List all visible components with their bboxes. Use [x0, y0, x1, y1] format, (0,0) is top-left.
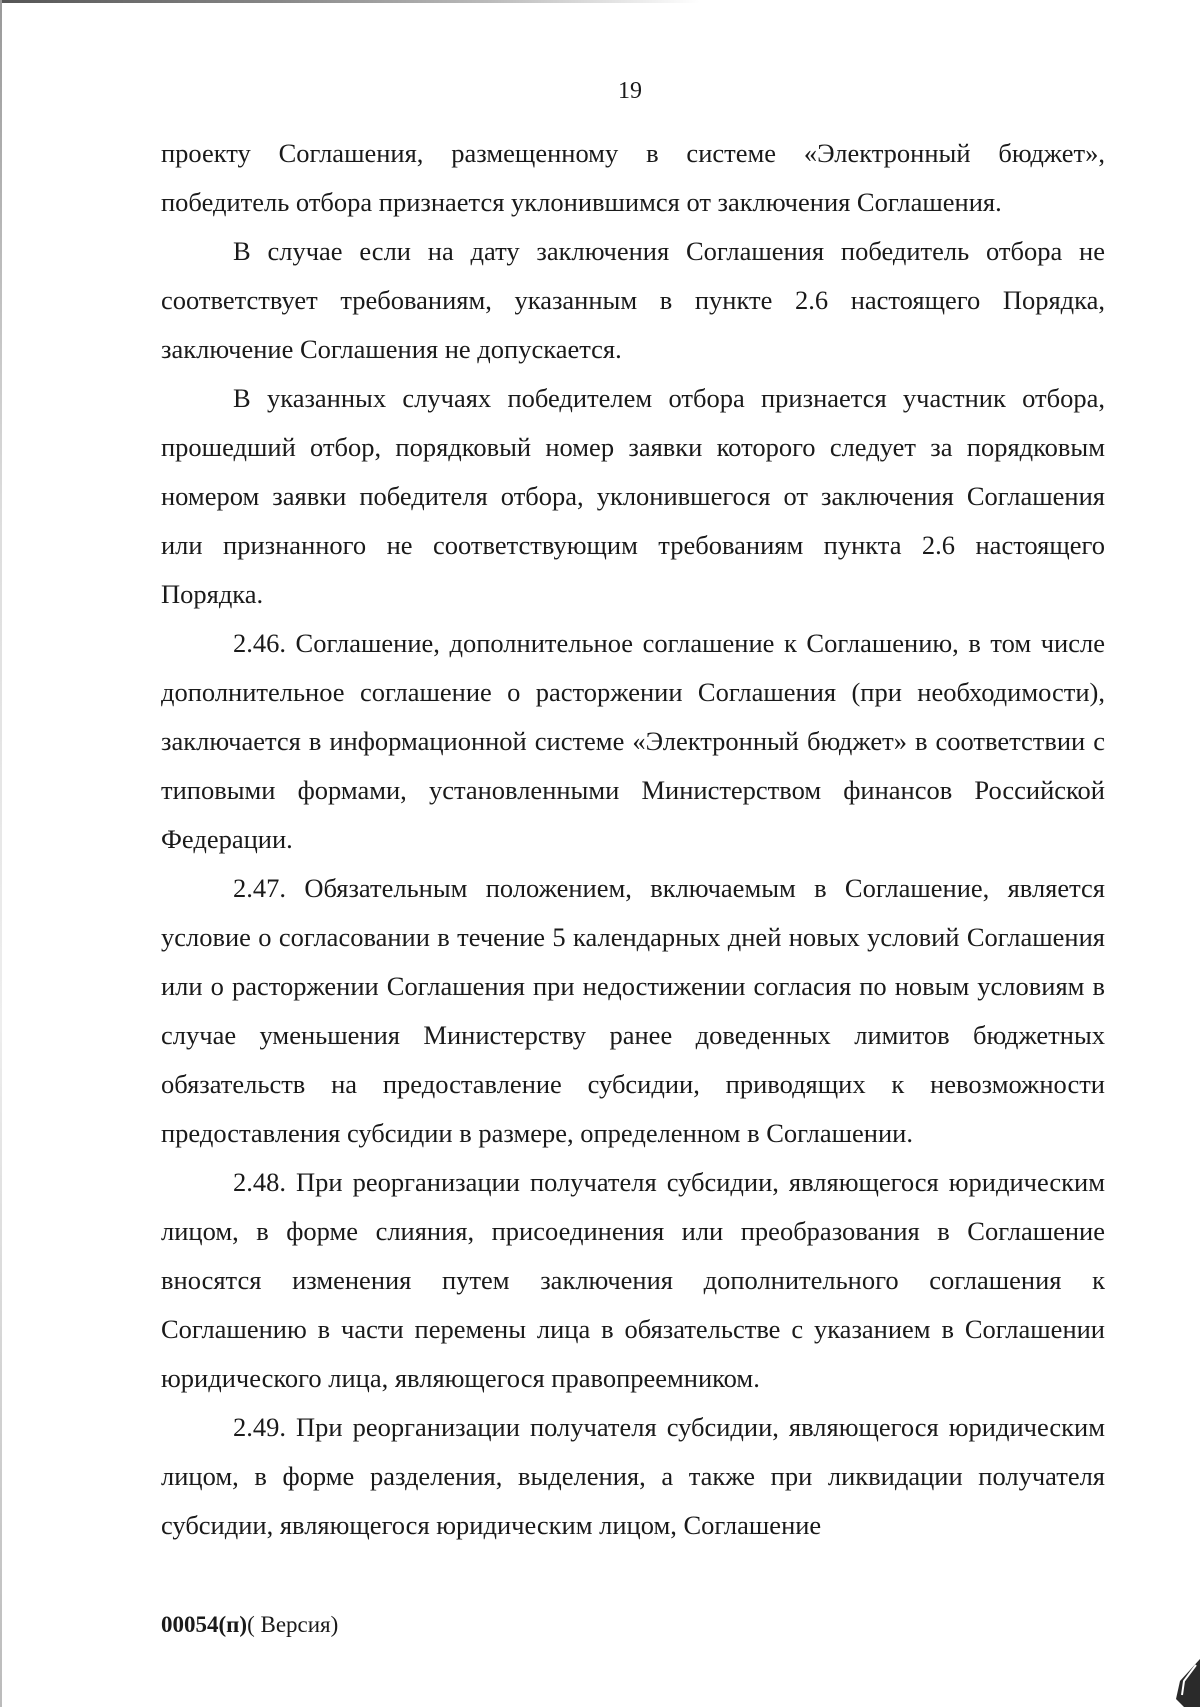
- page-number: 19: [618, 78, 642, 104]
- page-corner-fold-mark: [1166, 1651, 1200, 1707]
- scan-artifact-top-edge: [0, 0, 700, 3]
- paragraph-2-49: 2.49. При реорганизации получателя субсидии, являющегося юридическим лицом, в форме разделения, выделения, а также при ликвидации получателя субсидии, являющегося юридическим лицом, Соглашение: [161, 1412, 1105, 1540]
- document-body: [161, 129, 1105, 1550]
- paragraph-non-compliance: В случае если на дату заключения Соглашения победитель отбора не соответствует требованиям, указанным в пункте 2.6 настоящего Порядка, заключение Соглашения не допускается.: [161, 236, 1105, 364]
- paragraph-2-47: 2.47. Обязательным положением, включаемым в Соглашение, является условие о согласовании в течение 5 календарных дней новых условий Соглашения или о расторжении Соглашения при недостижении согласия по новым условиям в случае уменьшения Министерству ранее доведенных лимитов бюджетных обязательств на предоставление субсидии, приводящих к невозможности предоставления субсидии в размере, определенном в Соглашении.: [161, 873, 1105, 1148]
- scan-artifact-left-edge: [0, 0, 2, 1707]
- document-footer: [161, 1610, 338, 1640]
- document-code: 00054(п): [161, 1612, 248, 1637]
- paragraph-2-48: 2.48. При реорганизации получателя субсидии, являющегося юридическим лицом, в форме слияния, присоединения или преобразования в Соглашение вносятся изменения путем заключения дополнительного соглашения к Соглашению в части перемены лица в обязательстве с указанием в Соглашении юридического лица, являющегося правопреемником.: [161, 1167, 1105, 1393]
- paragraph-next-winner: В указанных случаях победителем отбора признается участник отбора, прошедший отбор, порядковый номер заявки которого следует за порядковым номером заявки победителя отбора, уклонившегося от заключения Соглашения или признанного не соответствующим требованиям пункта 2.6 настоящего Порядка.: [161, 383, 1105, 609]
- paragraph-continuation: проекту Соглашения, размещенному в системе «Электронный бюджет», победитель отбора признается уклонившимся от заключения Соглашения.: [161, 138, 1105, 217]
- document-version: ( Версия): [247, 1612, 339, 1637]
- paragraph-2-46: 2.46. Соглашение, дополнительное соглашение к Соглашению, в том числе дополнительное соглашение о расторжении Соглашения (при необходимости), заключается в информационной системе «Электронный бюджет» в соответствии с типовыми формами, установленными Министерством финансов Российской Федерации.: [161, 628, 1105, 854]
